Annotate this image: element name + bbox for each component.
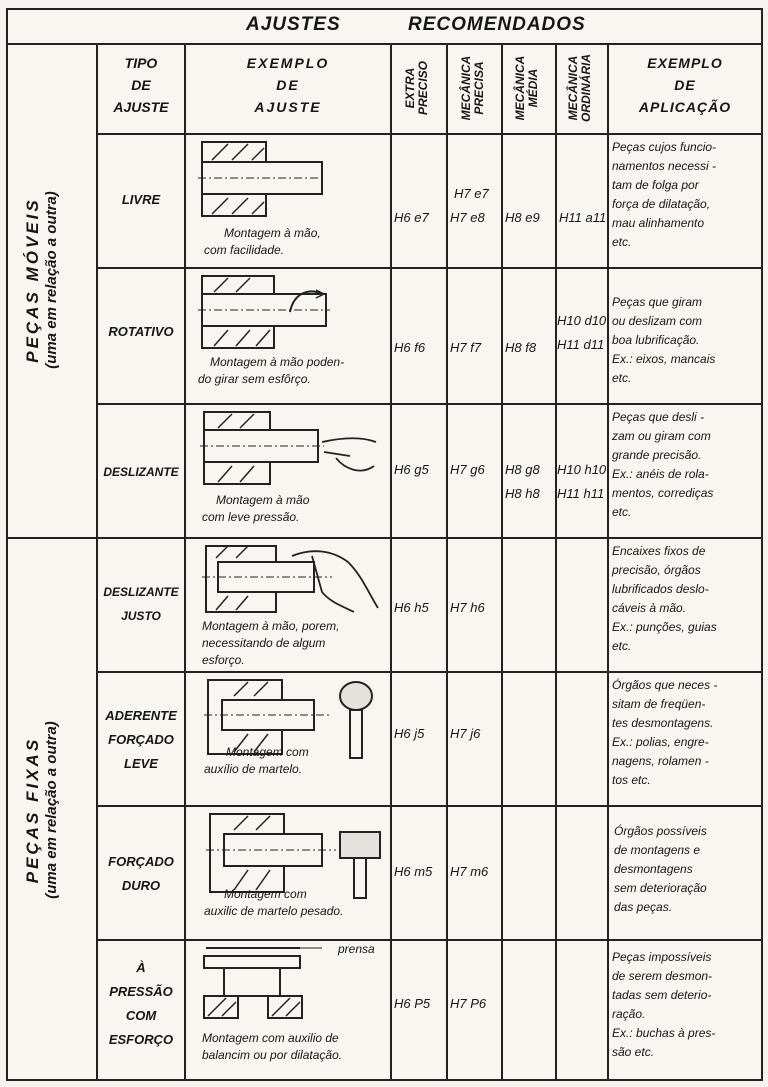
grid-line (96, 805, 761, 807)
title-word-1: AJUSTES (246, 14, 341, 35)
fit-precisa-livre-1: H7 e7 (454, 186, 489, 201)
fit-media-rotativo: H8 f8 (505, 340, 537, 355)
group-pecas-moveis: PEÇAS MÓVEIS (uma em relação a outra) (23, 191, 60, 369)
fit-ordinaria-rotativo-1: H10 d10 (557, 313, 607, 328)
grid-line (96, 939, 761, 941)
aplicacao-forcado-duro: Órgãos possíveis de montagens e desmontagens sem deterioração das peças. (614, 824, 707, 914)
grid-line (607, 43, 609, 1081)
group-divider (8, 537, 761, 539)
grid-line (96, 133, 761, 135)
fit-ordinaria-rotativo-2: H11 d11 (557, 337, 605, 352)
tipo-livre: LIVRE (121, 192, 161, 207)
fit-precisa-aderente: H7 j6 (450, 726, 481, 741)
tipo-forcado-duro: FORÇADO DURO (108, 854, 174, 893)
header-exemplo-aplicacao: EXEMPLO DE APLICAÇÃO (638, 55, 732, 115)
grid-line (501, 43, 503, 1081)
caption-aderente: Montagem com auxílio de martelo. (204, 745, 309, 776)
header-exemplo-ajuste: EXEMPLO DE AJUSTE (246, 55, 330, 115)
fit-extra-livre: H6 e7 (394, 210, 429, 225)
fit-precisa-forcado-duro: H7 m6 (450, 864, 489, 879)
caption-forcado-duro: Montagem com auxilic de martelo pesado. (204, 887, 344, 918)
aplicacao-deslizante-justo: Encaixes fixos de precisão, órgãos lubrificados deslo- cáveis à mão. Ex.: punções, guias etc. (612, 544, 717, 653)
tipo-deslizante: DESLIZANTE (103, 465, 179, 479)
fit-ordinaria-deslizante-1: H10 h10 (557, 462, 607, 477)
aplicacao-a-pressao: Peças impossíveis de serem desmon- tadas sem deterio- ração. Ex.: buchas à pres- são etc. (612, 950, 716, 1059)
tipo-aderente-forcado-leve: ADERENTE FORÇADO LEVE (105, 708, 177, 771)
fit-extra-aderente: H6 j5 (394, 726, 425, 741)
fit-extra-deslizante-justo: H6 h5 (394, 600, 429, 615)
fit-diagram-livre (198, 138, 328, 220)
fit-extra-a-pressao: H6 P5 (394, 996, 431, 1011)
grid-line (96, 671, 761, 673)
caption-deslizante: Montagem à mão com leve pressão. (202, 493, 310, 524)
tipo-deslizante-justo: DESLIZANTE JUSTO (103, 585, 179, 623)
caption-a-pressao: Montagem com auxilio de balancim ou por dilatação. (202, 1031, 343, 1062)
prensa-label: prensa (338, 942, 375, 956)
grid-line (184, 43, 186, 1081)
fit-precisa-livre-2: H7 e8 (450, 210, 485, 225)
fit-precisa-rotativo: H7 f7 (450, 340, 482, 355)
caption-deslizante-justo: Montagem à mão, porem, necessitando de algum esforço. (202, 619, 340, 667)
aplicacao-deslizante: Peças que desli - zam ou giram com grande precisão. Ex.: anéis de rola- mentos, corrediças etc. (612, 410, 714, 519)
fit-precisa-deslizante-justo: H7 h6 (450, 600, 485, 615)
fit-diagram-deslizante (200, 408, 380, 488)
title-word-2: RECOMENDADOS (408, 14, 586, 35)
caption-rotativo: Montagem à mão poden- do girar sem esfôrço. (198, 355, 345, 386)
group-pecas-fixas: PEÇAS FIXAS (uma em relação a outra) (23, 721, 60, 899)
fit-extra-deslizante: H6 g5 (394, 462, 429, 477)
fit-extra-rotativo: H6 f6 (394, 340, 426, 355)
fit-diagram-rotativo (198, 272, 333, 352)
grid-line (446, 43, 448, 1081)
fit-ordinaria-deslizante-2: H11 h11 (557, 486, 605, 501)
fit-extra-forcado-duro: H6 m5 (394, 864, 433, 879)
tipo-rotativo: ROTATIVO (108, 324, 174, 339)
header-tipo: TIPO DE AJUSTE (113, 55, 169, 115)
fit-ordinaria-livre: H11 a11 (559, 210, 607, 225)
aplicacao-aderente: Órgãos que neces - sitam de freqüen- tes desmontagens. Ex.: polias, engre- nagens, rolamen - tos etc. (612, 678, 718, 787)
caption-livre: Montagem à mão, com facilidade. (204, 226, 321, 257)
fit-diagram-deslizante-justo (202, 542, 382, 616)
aplicacao-rotativo: Peças que giram ou deslizam com boa lubrificação. Ex.: eixos, mancais etc. (612, 295, 716, 385)
grid-line (96, 267, 761, 269)
header-mecanica-media: MECÂNICA MÉDIA (513, 55, 540, 121)
header-mecanica-precisa: MECÂNICA PRECISA (459, 55, 486, 121)
fit-media-deslizante-1: H8 g8 (505, 462, 540, 477)
fits-table-sheet (6, 8, 763, 1081)
aplicacao-livre: Peças cujos funcio- namentos necessi - tam de folga por força de dilatação, mau alinhamento etc. (612, 140, 717, 249)
grid-line (390, 43, 392, 1081)
header-extra-preciso: EXTRA PRECISO (403, 61, 430, 116)
grid-line (96, 403, 761, 405)
header-mecanica-ordinaria: MECÂNICA ORDINÁRIA (566, 54, 593, 122)
fit-precisa-a-pressao: H7 P6 (450, 996, 487, 1011)
table-title (8, 10, 761, 45)
grid-line (555, 43, 557, 1081)
fit-media-deslizante-2: H8 h8 (505, 486, 540, 501)
tipo-a-pressao: À PRESSÃO COM ESFORÇO (108, 960, 174, 1047)
fit-media-livre: H8 e9 (505, 210, 540, 225)
fit-precisa-deslizante: H7 g6 (450, 462, 485, 477)
